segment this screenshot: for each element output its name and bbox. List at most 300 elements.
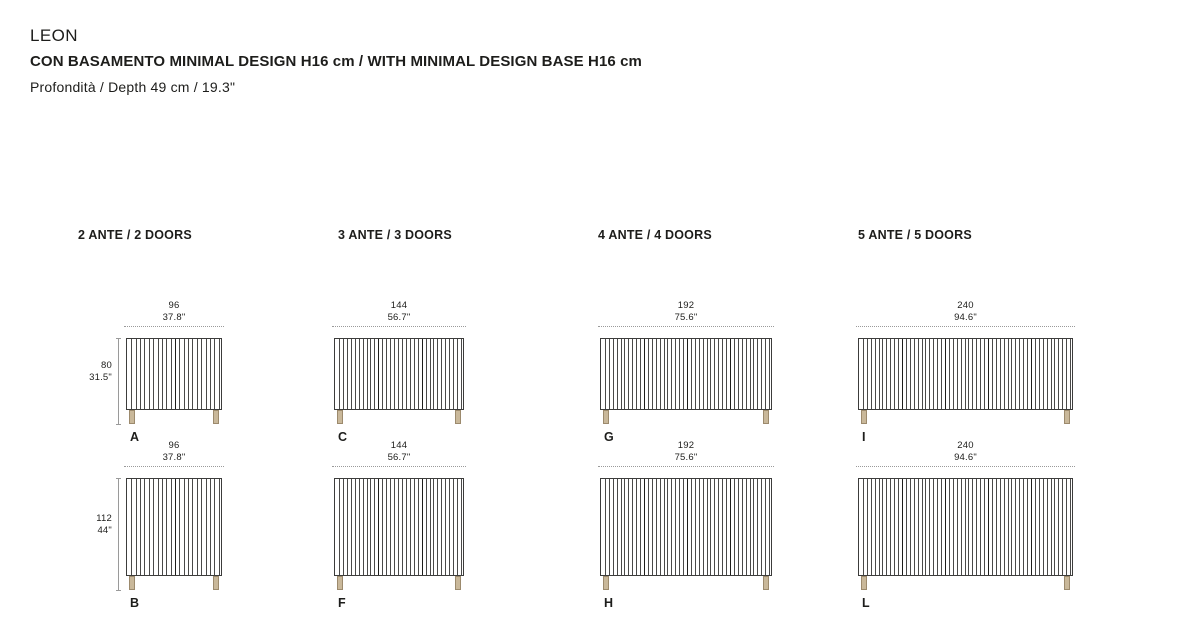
slat	[753, 479, 754, 575]
slat	[624, 479, 625, 575]
slat	[149, 479, 150, 575]
model-code: B	[130, 596, 140, 610]
slat	[707, 479, 708, 575]
door-divider	[687, 479, 688, 575]
slat	[437, 479, 438, 575]
slat	[953, 339, 954, 409]
slat	[197, 339, 198, 409]
slat	[1015, 479, 1016, 575]
slat	[980, 479, 981, 575]
slat	[153, 479, 154, 575]
width-cm: 192	[677, 440, 695, 451]
slat	[1027, 479, 1028, 575]
slat	[457, 479, 458, 575]
slat	[695, 479, 696, 575]
slat	[390, 479, 391, 575]
slat	[890, 339, 891, 409]
slat	[166, 339, 167, 409]
slat	[753, 339, 754, 409]
slat	[1004, 479, 1005, 575]
cabinet-body	[334, 478, 464, 576]
slat	[144, 339, 145, 409]
slat	[937, 339, 938, 409]
slat	[882, 479, 883, 575]
slat	[402, 339, 403, 409]
slat	[445, 479, 446, 575]
slat	[414, 479, 415, 575]
slat	[996, 479, 997, 575]
cabinet-body	[126, 478, 222, 576]
slat	[1019, 339, 1020, 409]
door-divider	[945, 339, 946, 409]
height-inch: 31.5"	[89, 372, 112, 383]
slat	[418, 339, 419, 409]
slat	[863, 479, 864, 575]
slat-group	[601, 479, 771, 575]
width-inch: 94.6"	[954, 452, 977, 463]
slat	[652, 479, 653, 575]
cabinet-leg	[129, 576, 135, 590]
slat	[219, 479, 220, 575]
slat	[355, 339, 356, 409]
door-divider	[730, 339, 731, 409]
slat	[679, 339, 680, 409]
slat	[949, 479, 950, 575]
slat	[718, 339, 719, 409]
width-extension-line	[332, 326, 466, 327]
slat	[339, 479, 340, 575]
width-dimension	[858, 300, 1073, 324]
variant-column	[598, 228, 712, 242]
width-extension-line	[598, 466, 774, 467]
cabinet-leg	[603, 576, 609, 590]
slat	[925, 479, 926, 575]
height-extension-line	[118, 478, 119, 590]
cabinet-leg	[337, 576, 343, 590]
slat	[734, 339, 735, 409]
slat	[746, 339, 747, 409]
slat	[418, 479, 419, 575]
slat	[875, 339, 876, 409]
slat	[648, 339, 649, 409]
slat	[461, 479, 462, 575]
slat	[867, 479, 868, 575]
slat	[1011, 479, 1012, 575]
cabinet-leg	[861, 410, 867, 424]
slat	[624, 339, 625, 409]
slat	[162, 339, 163, 409]
slat	[621, 479, 622, 575]
slat	[1035, 479, 1036, 575]
slat	[984, 479, 985, 575]
slat	[445, 339, 446, 409]
slat	[679, 479, 680, 575]
slat	[761, 339, 762, 409]
slat	[890, 479, 891, 575]
slat	[382, 479, 383, 575]
slat	[742, 339, 743, 409]
slat	[605, 339, 606, 409]
slat-group	[335, 339, 463, 409]
slat	[992, 479, 993, 575]
slat	[980, 339, 981, 409]
slat	[632, 339, 633, 409]
slat	[1070, 479, 1071, 575]
slat	[1015, 339, 1016, 409]
slat	[925, 339, 926, 409]
slat	[617, 339, 618, 409]
slat-group	[859, 479, 1072, 575]
slat	[367, 479, 368, 575]
slat	[359, 339, 360, 409]
slat	[965, 339, 966, 409]
slat	[660, 479, 661, 575]
slat	[976, 479, 977, 575]
model-code: C	[338, 430, 348, 444]
door-divider	[902, 479, 903, 575]
slat	[886, 479, 887, 575]
cabinet-leg	[1064, 410, 1070, 424]
slat	[671, 339, 672, 409]
slat	[359, 479, 360, 575]
slat	[922, 479, 923, 575]
width-inch: 94.6"	[954, 312, 977, 323]
slat	[968, 339, 969, 409]
slat	[192, 339, 193, 409]
slat	[914, 479, 915, 575]
slat	[219, 339, 220, 409]
variant-column	[78, 228, 192, 242]
door-divider	[422, 479, 423, 575]
cabinet-leg	[763, 410, 769, 424]
slat	[933, 339, 934, 409]
slat	[1058, 479, 1059, 575]
slat	[683, 339, 684, 409]
height-cm: 80	[101, 360, 112, 371]
cabinet-leg	[603, 410, 609, 424]
slat	[722, 479, 723, 575]
slat	[941, 339, 942, 409]
slat	[628, 339, 629, 409]
model-code: L	[862, 596, 870, 610]
slat	[131, 479, 132, 575]
slat	[882, 339, 883, 409]
slat	[714, 339, 715, 409]
slat	[957, 339, 958, 409]
width-extension-line	[332, 466, 466, 467]
slat	[1054, 479, 1055, 575]
slat	[605, 479, 606, 575]
slat	[683, 479, 684, 575]
slat	[894, 339, 895, 409]
slat	[171, 339, 172, 409]
slat	[426, 479, 427, 575]
slat	[201, 339, 202, 409]
slat	[656, 339, 657, 409]
door-divider	[1031, 339, 1032, 409]
slat	[171, 479, 172, 575]
slat	[1062, 339, 1063, 409]
door-divider	[378, 339, 379, 409]
door-divider	[378, 479, 379, 575]
width-extension-line	[856, 326, 1075, 327]
slat	[863, 339, 864, 409]
slat	[691, 339, 692, 409]
column-heading: 3 ANTE / 3 DOORS	[338, 228, 452, 242]
slat	[1008, 339, 1009, 409]
slat	[140, 339, 141, 409]
slat	[370, 479, 371, 575]
cabinet-leg	[213, 410, 219, 424]
door-divider	[644, 479, 645, 575]
slat	[414, 339, 415, 409]
slat	[214, 479, 215, 575]
slat	[718, 479, 719, 575]
slat	[144, 479, 145, 575]
slat-group	[601, 339, 771, 409]
slat	[628, 479, 629, 575]
cabinet-body	[858, 478, 1073, 576]
slat	[699, 479, 700, 575]
door-divider	[988, 479, 989, 575]
width-cm: 192	[677, 300, 695, 311]
slat	[1004, 339, 1005, 409]
slat	[449, 339, 450, 409]
door-divider	[988, 339, 989, 409]
slat	[162, 479, 163, 575]
width-inch: 56.7"	[387, 312, 411, 323]
slat	[726, 339, 727, 409]
width-dimension	[126, 440, 222, 464]
slat	[131, 339, 132, 409]
slat	[898, 339, 899, 409]
width-cm: 240	[957, 440, 974, 451]
slat	[201, 479, 202, 575]
slat-group	[127, 479, 221, 575]
slat	[933, 479, 934, 575]
width-cm: 96	[168, 440, 180, 451]
slat	[426, 339, 427, 409]
model-code: G	[604, 430, 615, 444]
slat	[136, 339, 137, 409]
slat	[386, 339, 387, 409]
slat	[976, 339, 977, 409]
slat	[996, 339, 997, 409]
slat	[184, 479, 185, 575]
slat	[1023, 339, 1024, 409]
variant-column	[858, 228, 972, 242]
slat	[206, 339, 207, 409]
slat	[1066, 339, 1067, 409]
width-extension-line	[124, 466, 224, 467]
width-inch: 56.7"	[387, 452, 411, 463]
depth-note: Profondità / Depth 49 cm / 19.3"	[30, 79, 236, 95]
page-subtitle: CON BASAMENTO MINIMAL DESIGN H16 cm / WITH MINIMAL DESIGN BASE H16 cm	[30, 53, 642, 70]
slat-group	[859, 339, 1072, 409]
slat	[871, 339, 872, 409]
slat	[343, 339, 344, 409]
width-extension-line	[598, 326, 774, 327]
width-cm: 144	[390, 440, 408, 451]
slat	[210, 339, 211, 409]
dimension-tick	[116, 424, 121, 425]
model-code: H	[604, 596, 614, 610]
slat	[648, 479, 649, 575]
slat	[184, 339, 185, 409]
slat	[461, 339, 462, 409]
slat	[188, 339, 189, 409]
slat	[703, 339, 704, 409]
slat	[410, 339, 411, 409]
slat	[937, 479, 938, 575]
slat	[968, 479, 969, 575]
height-dimension	[64, 513, 112, 537]
slat	[394, 479, 395, 575]
slat	[179, 479, 180, 575]
slat	[410, 479, 411, 575]
slat	[166, 479, 167, 575]
slat	[632, 479, 633, 575]
slat	[386, 479, 387, 575]
slat	[210, 479, 211, 575]
slat	[347, 339, 348, 409]
dimension-tick	[116, 338, 121, 339]
slat	[453, 479, 454, 575]
slat	[734, 479, 735, 575]
slat	[765, 339, 766, 409]
slat	[1070, 339, 1071, 409]
slat	[136, 479, 137, 575]
slat	[714, 479, 715, 575]
column-heading: 2 ANTE / 2 DOORS	[78, 228, 192, 242]
slat	[675, 339, 676, 409]
width-inch: 75.6"	[674, 452, 698, 463]
page-title: LEON	[30, 26, 78, 45]
slat	[949, 339, 950, 409]
slat	[1008, 479, 1009, 575]
slat	[742, 479, 743, 575]
slat	[140, 479, 141, 575]
slat	[449, 479, 450, 575]
slat	[1062, 479, 1063, 575]
height-extension-line	[118, 338, 119, 424]
cabinet-leg	[455, 576, 461, 590]
slat	[695, 339, 696, 409]
slat	[898, 479, 899, 575]
slat	[664, 339, 665, 409]
slat	[453, 339, 454, 409]
slat	[351, 339, 352, 409]
door-divider	[902, 339, 903, 409]
width-extension-line	[856, 466, 1075, 467]
dimension-tick	[116, 478, 121, 479]
model-code: A	[130, 430, 140, 444]
slat	[929, 479, 930, 575]
slat	[906, 479, 907, 575]
slat	[437, 339, 438, 409]
cabinet-leg	[129, 410, 135, 424]
width-dimension	[334, 300, 464, 324]
slat	[1039, 339, 1040, 409]
slat	[394, 339, 395, 409]
slat	[691, 479, 692, 575]
slat	[1039, 479, 1040, 575]
width-cm: 240	[957, 300, 974, 311]
slat	[906, 339, 907, 409]
door-divider	[730, 479, 731, 575]
slat	[867, 339, 868, 409]
slat	[374, 479, 375, 575]
slat	[675, 479, 676, 575]
slat	[722, 339, 723, 409]
door-divider	[175, 339, 176, 409]
slat	[757, 479, 758, 575]
slat	[430, 479, 431, 575]
width-dimension	[858, 440, 1073, 464]
slat	[214, 339, 215, 409]
door-divider	[687, 339, 688, 409]
column-heading: 5 ANTE / 5 DOORS	[858, 228, 972, 242]
width-inch: 37.8"	[162, 452, 186, 463]
slat	[343, 479, 344, 575]
slat	[918, 479, 919, 575]
slat	[621, 339, 622, 409]
slat	[355, 479, 356, 575]
slat	[972, 339, 973, 409]
slat	[149, 339, 150, 409]
cabinet-body	[126, 338, 222, 410]
slat	[617, 479, 618, 575]
slat	[941, 479, 942, 575]
width-dimension	[334, 440, 464, 464]
column-heading: 4 ANTE / 4 DOORS	[598, 228, 712, 242]
slat	[206, 479, 207, 575]
slat	[457, 339, 458, 409]
cabinet-body	[858, 338, 1073, 410]
slat	[922, 339, 923, 409]
slat-group	[127, 339, 221, 409]
sheet-header	[30, 24, 642, 97]
slat	[433, 339, 434, 409]
model-code: I	[862, 430, 866, 444]
slat	[1054, 339, 1055, 409]
cabinet-leg	[337, 410, 343, 424]
cabinet-leg	[1064, 576, 1070, 590]
slat	[398, 339, 399, 409]
slat	[433, 479, 434, 575]
slat	[886, 339, 887, 409]
slat	[1051, 339, 1052, 409]
slat	[402, 479, 403, 575]
slat	[879, 479, 880, 575]
slat	[1047, 479, 1048, 575]
slat	[609, 479, 610, 575]
cabinet-leg	[763, 576, 769, 590]
slat	[746, 479, 747, 575]
slat	[430, 339, 431, 409]
slat	[707, 339, 708, 409]
slat	[179, 339, 180, 409]
slat	[965, 479, 966, 575]
slat	[363, 479, 364, 575]
slat	[726, 479, 727, 575]
slat	[738, 339, 739, 409]
slat	[1019, 479, 1020, 575]
height-inch: 44"	[97, 525, 112, 536]
slat	[667, 479, 668, 575]
slat	[972, 479, 973, 575]
slat	[613, 479, 614, 575]
